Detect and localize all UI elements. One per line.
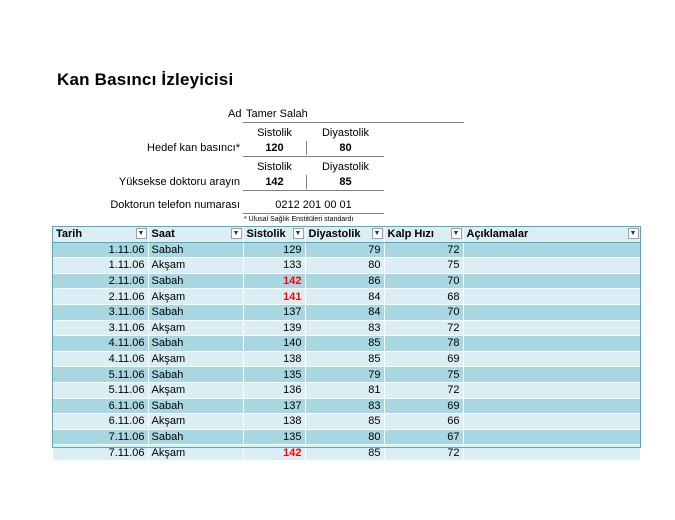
cell-diastolic[interactable]: 83 [305, 398, 384, 414]
cell-heart-rate[interactable]: 69 [384, 398, 463, 414]
dropdown-arrow-icon[interactable]: ▼ [136, 228, 147, 239]
cell-date[interactable]: 3.11.06 [53, 304, 148, 320]
target-underline [243, 156, 384, 157]
doctor-phone-label: Doktorun telefon numarası [110, 199, 240, 211]
cell-diastolic[interactable]: 86 [305, 273, 384, 289]
table-row [53, 414, 640, 430]
table-row [53, 242, 640, 258]
cell-heart-rate[interactable]: 78 [384, 336, 463, 352]
cell-notes[interactable] [463, 382, 640, 398]
cell-time[interactable]: Akşam [148, 320, 243, 336]
cell-time[interactable]: Sabah [148, 304, 243, 320]
dropdown-arrow-icon[interactable]: ▼ [451, 228, 462, 239]
cell-time[interactable]: Akşam [148, 445, 243, 461]
cell-notes[interactable] [463, 429, 640, 445]
table-row [53, 289, 640, 305]
table-row [53, 351, 640, 367]
cell-systolic[interactable]: 137 [243, 304, 305, 320]
col-header-date[interactable]: Tarih ▼ [53, 227, 148, 242]
cell-heart-rate[interactable]: 66 [384, 414, 463, 430]
cell-heart-rate[interactable]: 70 [384, 273, 463, 289]
cell-date[interactable]: 7.11.06 [53, 445, 148, 461]
cell-time[interactable]: Akşam [148, 289, 243, 305]
cell-heart-rate[interactable]: 72 [384, 382, 463, 398]
cell-systolic[interactable]: 138 [243, 351, 305, 367]
cell-systolic[interactable]: 142 [243, 273, 305, 289]
cell-date[interactable]: 2.11.06 [53, 273, 148, 289]
call-doctor-label: Yüksekse doktoru arayın [118, 176, 240, 188]
cell-time[interactable]: Akşam [148, 414, 243, 430]
cell-heart-rate[interactable]: 75 [384, 258, 463, 274]
cell-systolic[interactable]: 129 [243, 242, 305, 258]
cell-date[interactable]: 5.11.06 [53, 367, 148, 383]
cell-time[interactable]: Sabah [148, 242, 243, 258]
table-body [53, 242, 640, 460]
footnote: * Ulusal Sağlık Enstitüleri standardı [244, 216, 354, 223]
table-row [53, 336, 640, 352]
target-systolic-header: Sistolik [257, 127, 292, 139]
cell-heart-rate[interactable]: 67 [384, 429, 463, 445]
col-header-diastolic[interactable]: Diyastolik ▼ [305, 227, 384, 242]
cell-notes[interactable] [463, 445, 640, 461]
cell-diastolic[interactable]: 83 [305, 320, 384, 336]
col-header-notes[interactable]: Açıklamalar ▼ [463, 227, 640, 242]
cell-notes[interactable] [463, 304, 640, 320]
table-row [53, 382, 640, 398]
cell-time[interactable]: Akşam [148, 351, 243, 367]
cell-systolic[interactable]: 136 [243, 382, 305, 398]
dropdown-arrow-icon[interactable]: ▼ [628, 228, 639, 239]
col-header-time[interactable]: Saat ▼ [148, 227, 243, 242]
dropdown-arrow-icon[interactable]: ▼ [231, 228, 242, 239]
cell-heart-rate[interactable]: 75 [384, 367, 463, 383]
cell-diastolic[interactable]: 84 [305, 289, 384, 305]
table-row [53, 273, 640, 289]
table-row [53, 304, 640, 320]
cell-notes[interactable] [463, 351, 640, 367]
patient-name[interactable]: Tamer Salah [246, 108, 308, 120]
call-divider [306, 175, 307, 189]
cell-date[interactable]: 4.11.06 [53, 351, 148, 367]
call-systolic-header: Sistolik [257, 161, 292, 173]
doctor-phone-value[interactable]: 0212 201 00 01 [275, 199, 352, 211]
cell-date[interactable]: 7.11.06 [53, 429, 148, 445]
cell-date[interactable]: 5.11.06 [53, 382, 148, 398]
call-diastolic-header: Diyastolik [321, 161, 370, 173]
cell-notes[interactable] [463, 242, 640, 258]
cell-time[interactable]: Sabah [148, 398, 243, 414]
target-diastolic-header: Diyastolik [321, 127, 370, 139]
cell-notes[interactable] [463, 273, 640, 289]
table-row [53, 320, 640, 336]
cell-diastolic[interactable]: 85 [305, 351, 384, 367]
table-row [53, 445, 640, 461]
cell-date[interactable]: 3.11.06 [53, 320, 148, 336]
target-divider [306, 141, 307, 155]
cell-date[interactable]: 2.11.06 [53, 289, 148, 305]
cell-heart-rate[interactable]: 72 [384, 242, 463, 258]
target-diastolic-value[interactable]: 80 [339, 142, 352, 154]
cell-time[interactable]: Akşam [148, 258, 243, 274]
cell-systolic[interactable]: 137 [243, 398, 305, 414]
cell-notes[interactable] [463, 336, 640, 352]
table-header-row [53, 227, 640, 242]
cell-systolic[interactable]: 140 [243, 336, 305, 352]
cell-date[interactable]: 6.11.06 [53, 398, 148, 414]
cell-heart-rate[interactable]: 72 [384, 320, 463, 336]
cell-diastolic[interactable]: 79 [305, 242, 384, 258]
cell-systolic[interactable]: 141 [243, 289, 305, 305]
cell-notes[interactable] [463, 367, 640, 383]
call-underline [243, 190, 384, 191]
col-header-heart-rate[interactable]: Kalp Hızı ▼ [384, 227, 463, 242]
table-row [53, 398, 640, 414]
cell-notes[interactable] [463, 289, 640, 305]
cell-notes[interactable] [463, 398, 640, 414]
table-row [53, 367, 640, 383]
cell-systolic[interactable]: 142 [243, 445, 305, 461]
phone-underline [243, 213, 384, 214]
cell-notes[interactable] [463, 414, 640, 430]
cell-systolic[interactable]: 135 [243, 367, 305, 383]
cell-time[interactable]: Sabah [148, 429, 243, 445]
cell-diastolic[interactable]: 80 [305, 258, 384, 274]
target-systolic-value[interactable]: 120 [265, 142, 284, 154]
cell-systolic[interactable]: 139 [243, 320, 305, 336]
cell-heart-rate[interactable]: 72 [384, 445, 463, 461]
cell-time[interactable]: Sabah [148, 336, 243, 352]
cell-heart-rate[interactable]: 70 [384, 304, 463, 320]
cell-notes[interactable] [463, 258, 640, 274]
cell-heart-rate[interactable]: 68 [384, 289, 463, 305]
cell-diastolic[interactable]: 81 [305, 382, 384, 398]
cell-diastolic[interactable]: 85 [305, 445, 384, 461]
cell-diastolic[interactable]: 84 [305, 304, 384, 320]
cell-heart-rate[interactable]: 69 [384, 351, 463, 367]
table-row [53, 429, 640, 445]
target-label: Hedef kan basıncı* [147, 142, 240, 154]
cell-time[interactable]: Sabah [148, 273, 243, 289]
cell-diastolic[interactable]: 85 [305, 336, 384, 352]
call-systolic-value[interactable]: 142 [265, 176, 284, 188]
patient-underline [243, 122, 464, 123]
cell-notes[interactable] [463, 320, 640, 336]
cell-time[interactable]: Akşam [148, 382, 243, 398]
cell-date[interactable]: 4.11.06 [53, 336, 148, 352]
cell-diastolic[interactable]: 85 [305, 414, 384, 430]
cell-systolic[interactable]: 135 [243, 429, 305, 445]
patient-label: Ad [228, 108, 242, 120]
col-header-systolic[interactable]: Sistolik ▼ [243, 227, 305, 242]
dropdown-arrow-icon[interactable]: ▼ [372, 228, 383, 239]
table-row [53, 258, 640, 274]
cell-diastolic[interactable]: 80 [305, 429, 384, 445]
cell-date[interactable]: 1.11.06 [53, 258, 148, 274]
cell-time[interactable]: Sabah [148, 367, 243, 383]
call-diastolic-value[interactable]: 85 [339, 176, 352, 188]
cell-date[interactable]: 1.11.06 [53, 242, 148, 258]
page-title: Kan Basıncı İzleyicisi [57, 70, 234, 89]
cell-diastolic[interactable]: 79 [305, 367, 384, 383]
cell-systolic[interactable]: 133 [243, 258, 305, 274]
cell-date[interactable]: 6.11.06 [53, 414, 148, 430]
cell-systolic[interactable]: 138 [243, 414, 305, 430]
dropdown-arrow-icon[interactable]: ▼ [293, 228, 304, 239]
blood-pressure-table [53, 227, 641, 461]
